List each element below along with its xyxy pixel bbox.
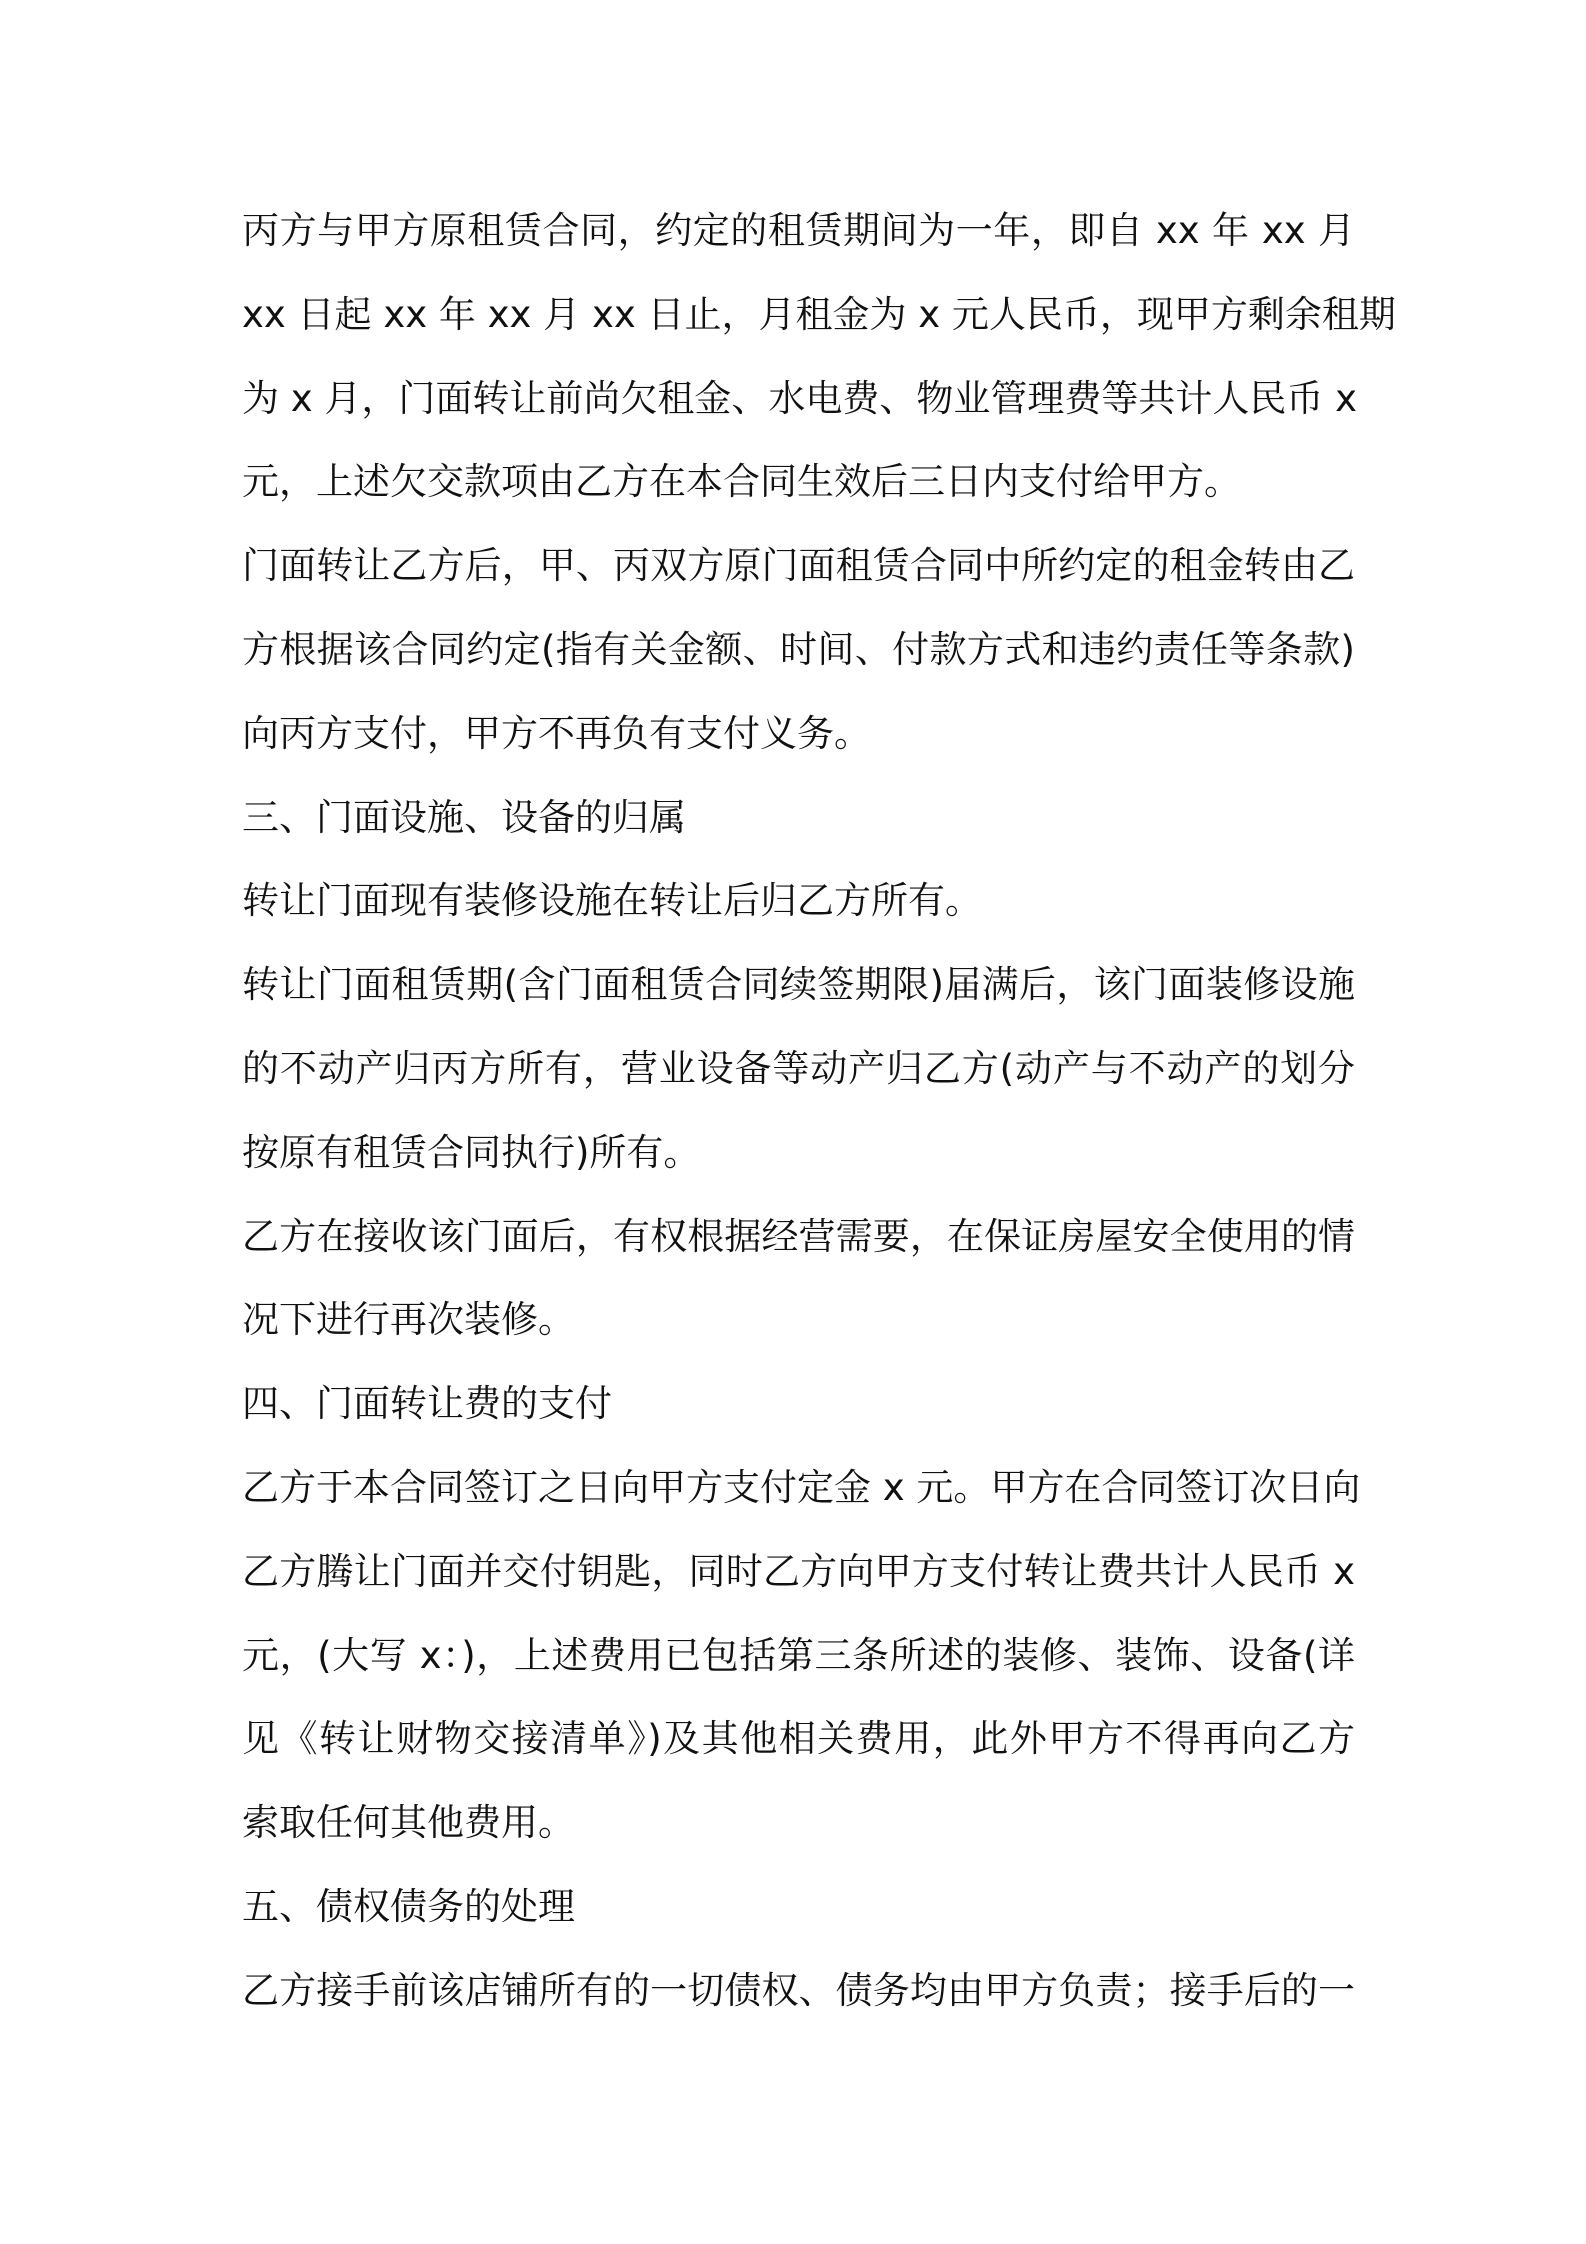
paragraph: [242, 524, 1355, 775]
paragraph: [242, 189, 1396, 524]
text-line: 乙方腾让门面并交付钥匙，同时乙方向甲方支付转让费共计人民币 x: [242, 1549, 1355, 1593]
heading-text: 四、门面转让费的支付: [242, 1382, 612, 1426]
text-line: 乙方在接收该门面后，有权根据经营需要，在保证房屋安全使用的情: [242, 1214, 1355, 1258]
section-heading: [242, 1362, 1355, 1446]
section-heading: [242, 1865, 1355, 1949]
text-line: 向丙方支付，甲方不再负有支付义务。: [242, 711, 871, 755]
text-line: 乙方于本合同签订之日向甲方支付定金 x 元。甲方在合同签订次日向: [242, 1465, 1361, 1509]
heading-text: 三、门面设施、设备的归属: [242, 795, 686, 839]
text-line: 转让门面现有装修设施在转让后归乙方所有。: [242, 879, 982, 923]
text-line: xx 日起 xx 年 xx 月 xx 日止，月租金为 x 元人民币，现甲方剩余租期: [242, 292, 1396, 336]
text-line: 方根据该合同约定(指有关金额、时间、付款方式和违约责任等条款): [242, 627, 1355, 671]
text-line: 门面转让乙方后，甲、丙双方原门面租赁合同中所约定的租金转由乙: [242, 544, 1355, 588]
document-body: [242, 189, 1396, 2033]
text-line: 乙方接手前该店铺所有的一切债权、债务均由甲方负责；接手后的一: [242, 1968, 1355, 2012]
text-line: 的不动产归丙方所有，营业设备等动产归乙方(动产与不动产的划分: [242, 1046, 1355, 1090]
paragraph: [242, 1446, 1361, 1865]
paragraph: [242, 1195, 1355, 1363]
paragraph: [242, 1949, 1355, 2033]
section-heading: [242, 776, 1355, 860]
text-line: 转让门面租赁期(含门面租赁合同续签期限)届满后，该门面装修设施: [242, 963, 1355, 1007]
text-line: 元，(大写 x：)，上述费用已包括第三条所述的装修、装饰、设备(详: [242, 1633, 1355, 1677]
text-line: 索取任何其他费用。: [242, 1801, 575, 1845]
text-line: 丙方与甲方原租赁合同，约定的租赁期间为一年，即自 xx 年 xx 月: [242, 209, 1355, 252]
paragraph: [242, 943, 1355, 1194]
text-line: 见《转让财物交接清单》)及其他相关费用，此外甲方不得再向乙方: [242, 1717, 1355, 1761]
text-line: 为 x 月，门面转让前尚欠租金、水电费、物业管理费等共计人民币 x: [242, 376, 1358, 420]
paragraph: [242, 859, 1355, 943]
text-line: 按原有租赁合同执行)所有。: [242, 1130, 701, 1174]
text-line: 元，上述欠交款项由乙方在本合同生效后三日内支付给甲方。: [242, 460, 1241, 504]
text-line: 况下进行再次装修。: [242, 1298, 575, 1342]
heading-text: 五、债权债务的处理: [242, 1884, 575, 1928]
